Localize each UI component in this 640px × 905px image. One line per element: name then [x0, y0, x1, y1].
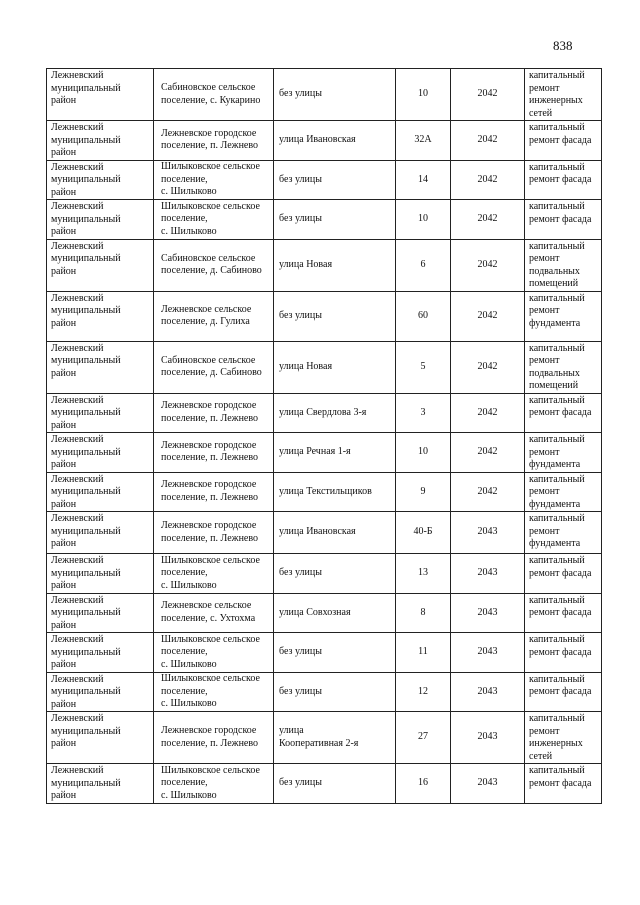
house-number-cell-text: 10: [418, 88, 428, 100]
year-cell-text: 2042: [477, 173, 498, 185]
work-type-cell-text: капитальный ремонт фасада: [529, 394, 592, 418]
district-cell-text: Лежневский муниципальный район: [51, 673, 121, 710]
table-row: [47, 554, 602, 594]
settlement-cell-text: Лежневское городское поселение, п. Лежнево: [161, 520, 259, 544]
district-cell-text: Лежневский муниципальный район: [51, 765, 121, 801]
district-cell-text: Лежневский муниципальный район: [51, 634, 121, 670]
district-cell: [47, 554, 154, 594]
work-type-cell: [525, 433, 602, 473]
work-type-cell-text: капитальный ремонт подвальных помещений: [529, 240, 585, 289]
house-number-cell: [396, 672, 451, 712]
work-type-cell: [525, 239, 602, 291]
district-cell-text: Лежневский муниципальный район: [51, 713, 121, 749]
house-number-cell-text: 13: [418, 567, 428, 578]
work-type-cell-text: капитальный ремонт фасада: [529, 201, 592, 225]
district-cell-text: Лежневский муниципальный район: [51, 240, 121, 277]
settlement-cell: [154, 69, 274, 121]
house-number-cell-text: 12: [418, 685, 428, 697]
table-row: [47, 291, 602, 341]
street-cell: [274, 512, 396, 554]
house-number-cell-text: 9: [420, 485, 426, 497]
district-cell-text: Лежневский муниципальный район: [51, 201, 121, 237]
street-cell: [274, 69, 396, 121]
table-row: [47, 200, 602, 240]
year-cell: [451, 593, 525, 633]
table-row: [47, 239, 602, 291]
year-cell-text: 2042: [477, 88, 498, 100]
district-cell-text: Лежневский муниципальный район: [51, 342, 121, 379]
settlement-cell-text: Шилыковское сельское поселение, с. Шилыково: [161, 554, 260, 591]
work-type-cell: [525, 593, 602, 633]
street-cell: [274, 239, 396, 291]
settlement-cell: [154, 160, 274, 200]
district-cell: [47, 160, 154, 200]
district-cell-text: Лежневский муниципальный район: [51, 513, 121, 549]
street-cell: [274, 393, 396, 433]
work-type-cell: [525, 633, 602, 673]
settlement-cell-text: Лежневское сельское поселение, д. Гулиха: [161, 303, 252, 327]
house-number-cell-text: 27: [418, 731, 428, 743]
street-cell-text: без улицы: [279, 685, 322, 697]
work-type-cell: [525, 341, 602, 393]
street-cell: [274, 291, 396, 341]
settlement-cell: [154, 472, 274, 512]
year-cell-text: 2042: [477, 406, 498, 418]
house-number-cell-text: 60: [418, 309, 428, 321]
settlement-cell-text: Лежневское городское поселение, п. Лежнево: [161, 725, 259, 749]
year-cell: [451, 512, 525, 554]
year-cell: [451, 200, 525, 240]
district-cell: [47, 433, 154, 473]
house-number-cell-text: 10: [418, 446, 428, 457]
house-number-cell: [396, 593, 451, 633]
settlement-cell-text: Сабиновское сельское поселение, д. Сабиново: [161, 252, 262, 276]
street-cell-text: улица Кооперативная 2-я: [279, 725, 359, 749]
district-cell-text: Лежневский муниципальный район: [51, 394, 121, 431]
settlement-cell-text: Шилыковское сельское поселение, с. Шилыково: [161, 764, 260, 801]
settlement-cell: [154, 200, 274, 240]
table-row: [47, 341, 602, 393]
work-type-cell-text: капитальный ремонт инженерных сетей: [529, 70, 585, 119]
street-cell-text: без улицы: [279, 777, 322, 788]
house-number-cell: [396, 433, 451, 473]
street-cell: [274, 121, 396, 161]
street-cell-text: улица Текстильщиков: [279, 485, 372, 497]
year-cell-text: 2042: [477, 134, 498, 145]
year-cell-text: 2042: [477, 485, 498, 497]
year-cell: [451, 712, 525, 764]
district-cell: [47, 672, 154, 712]
year-cell: [451, 341, 525, 393]
work-type-cell: [525, 672, 602, 712]
work-type-cell-text: капитальный ремонт фасада: [529, 594, 592, 618]
district-cell: [47, 764, 154, 804]
settlement-cell: [154, 554, 274, 594]
year-cell-text: 2042: [477, 309, 498, 321]
district-cell-text: Лежневский муниципальный район: [51, 122, 121, 158]
district-cell-text: Лежневский муниципальный район: [51, 594, 121, 631]
year-cell-text: 2042: [477, 258, 498, 270]
work-type-cell: [525, 121, 602, 161]
street-cell: [274, 160, 396, 200]
table-row: [47, 593, 602, 633]
year-cell: [451, 160, 525, 200]
street-cell-text: улица Новая: [279, 258, 333, 270]
settlement-cell-text: Лежневское городское поселение, п. Лежнево: [161, 439, 259, 464]
work-type-cell: [525, 291, 602, 341]
work-type-cell-text: капитальный ремонт фасада: [529, 555, 592, 579]
table-row: [47, 69, 602, 121]
house-number-cell-text: 32А: [414, 134, 432, 145]
house-number-cell-text: 10: [418, 213, 428, 224]
district-cell: [47, 472, 154, 512]
year-cell: [451, 121, 525, 161]
year-cell: [451, 393, 525, 433]
house-number-cell: [396, 712, 451, 764]
house-number-cell: [396, 512, 451, 554]
settlement-cell: [154, 712, 274, 764]
settlement-cell-text: Шилыковское сельское поселение, с. Шилыково: [161, 200, 260, 237]
settlement-cell-text: Сабиновское сельское поселение, д. Сабиново: [161, 354, 262, 378]
district-cell: [47, 69, 154, 121]
district-cell: [47, 712, 154, 764]
street-cell: [274, 633, 396, 673]
house-number-cell: [396, 341, 451, 393]
year-cell-text: 2042: [477, 446, 498, 457]
district-cell: [47, 593, 154, 633]
work-type-cell-text: капитальный ремонт фундамента: [529, 513, 585, 549]
year-cell-text: 2042: [477, 213, 498, 224]
work-type-cell-text: капитальный ремонт фасада: [529, 673, 592, 697]
year-cell: [451, 472, 525, 512]
street-cell: [274, 672, 396, 712]
work-type-cell: [525, 712, 602, 764]
house-number-cell: [396, 160, 451, 200]
settlement-cell-text: Шилыковское сельское поселение, с. Шилыково: [161, 673, 260, 709]
district-cell: [47, 393, 154, 433]
year-cell-text: 2043: [477, 606, 498, 618]
street-cell-text: улица Свердлова 3-я: [279, 406, 367, 418]
house-number-cell-text: 40-Б: [413, 526, 433, 538]
settlement-cell-text: Сабиновское сельское поселение, с. Кукарино: [161, 82, 261, 106]
house-number-cell-text: 5: [420, 360, 426, 372]
table-row: [47, 121, 602, 161]
year-cell-text: 2043: [477, 526, 498, 538]
street-cell: [274, 554, 396, 594]
year-cell: [451, 69, 525, 121]
work-type-cell-text: капитальный ремонт фундамента: [529, 473, 585, 510]
district-cell: [47, 121, 154, 161]
year-cell-text: 2043: [477, 646, 498, 657]
table-row: [47, 672, 602, 712]
settlement-cell: [154, 291, 274, 341]
year-cell: [451, 764, 525, 804]
year-cell: [451, 554, 525, 594]
district-cell: [47, 512, 154, 554]
settlement-cell: [154, 764, 274, 804]
street-cell-text: улица Ивановская: [279, 526, 356, 538]
table-row: [47, 472, 602, 512]
settlement-cell-text: Лежневское городское поселение, п. Лежнево: [161, 400, 259, 424]
district-cell-text: Лежневский муниципальный район: [51, 70, 121, 106]
house-number-cell: [396, 472, 451, 512]
table-row: [47, 712, 602, 764]
street-cell-text: улица Речная 1-я: [279, 446, 351, 457]
district-cell-text: Лежневский муниципальный район: [51, 434, 121, 470]
housing-repair-table: [46, 68, 602, 804]
work-type-cell-text: капитальный ремонт подвальных помещений: [529, 342, 585, 391]
work-type-cell: [525, 472, 602, 512]
table-row: [47, 633, 602, 673]
work-type-cell: [525, 764, 602, 804]
house-number-cell-text: 6: [420, 258, 426, 270]
house-number-cell-text: 8: [420, 606, 426, 618]
year-cell-text: 2043: [477, 731, 498, 743]
street-cell-text: без улицы: [279, 88, 322, 100]
work-type-cell: [525, 512, 602, 554]
house-number-cell-text: 11: [418, 646, 428, 657]
house-number-cell: [396, 764, 451, 804]
street-cell-text: без улицы: [279, 213, 322, 224]
street-cell-text: без улицы: [279, 567, 322, 578]
year-cell-text: 2042: [477, 360, 498, 372]
house-number-cell-text: 16: [418, 777, 428, 788]
district-cell: [47, 341, 154, 393]
house-number-cell: [396, 633, 451, 673]
street-cell: [274, 341, 396, 393]
district-cell: [47, 239, 154, 291]
street-cell-text: без улицы: [279, 309, 322, 321]
street-cell-text: улица Новая: [279, 360, 333, 372]
street-cell: [274, 433, 396, 473]
work-type-cell: [525, 160, 602, 200]
settlement-cell: [154, 239, 274, 291]
work-type-cell: [525, 200, 602, 240]
house-number-cell-text: 3: [420, 406, 426, 418]
year-cell-text: 2043: [477, 685, 498, 697]
work-type-cell-text: капитальный ремонт фасада: [529, 634, 592, 658]
work-type-cell-text: капитальный ремонт фасада: [529, 765, 592, 789]
district-cell-text: Лежневский муниципальный район: [51, 473, 121, 510]
work-type-cell-text: капитальный ремонт инженерных сетей: [529, 713, 585, 762]
settlement-cell: [154, 672, 274, 712]
year-cell: [451, 672, 525, 712]
house-number-cell: [396, 121, 451, 161]
district-cell: [47, 291, 154, 341]
work-type-cell: [525, 554, 602, 594]
settlement-cell: [154, 393, 274, 433]
district-cell: [47, 200, 154, 240]
street-cell: [274, 593, 396, 633]
table-row: [47, 160, 602, 200]
work-type-cell-text: капитальный ремонт фундамента: [529, 292, 585, 329]
house-number-cell: [396, 69, 451, 121]
house-number-cell: [396, 393, 451, 433]
table-row: [47, 764, 602, 804]
work-type-cell: [525, 393, 602, 433]
work-type-cell-text: капитальный ремонт фасада: [529, 161, 592, 185]
settlement-cell: [154, 433, 274, 473]
settlement-cell: [154, 121, 274, 161]
street-cell: [274, 472, 396, 512]
table-row: [47, 433, 602, 473]
settlement-cell: [154, 593, 274, 633]
year-cell: [451, 291, 525, 341]
district-cell: [47, 633, 154, 673]
work-type-cell-text: капитальный ремонт фундамента: [529, 434, 585, 470]
year-cell-text: 2043: [477, 567, 498, 578]
settlement-cell: [154, 341, 274, 393]
house-number-cell-text: 14: [418, 173, 428, 185]
district-cell-text: Лежневский муниципальный район: [51, 555, 121, 591]
page-number: 838: [553, 38, 573, 53]
settlement-cell: [154, 512, 274, 554]
table-row: [47, 512, 602, 554]
work-type-cell-text: капитальный ремонт фасада: [529, 122, 592, 146]
settlement-cell: [154, 633, 274, 673]
street-cell: [274, 764, 396, 804]
house-number-cell: [396, 200, 451, 240]
work-type-cell: [525, 69, 602, 121]
district-cell-text: Лежневский муниципальный район: [51, 161, 121, 198]
house-number-cell: [396, 291, 451, 341]
year-cell: [451, 433, 525, 473]
district-cell-text: Лежневский муниципальный район: [51, 292, 121, 329]
settlement-cell-text: Лежневское городское поселение, п. Лежнево: [161, 127, 259, 152]
settlement-cell-text: Лежневское сельское поселение, с. Ухтохма: [161, 600, 256, 624]
street-cell-text: улица Ивановская: [279, 134, 356, 145]
street-cell: [274, 200, 396, 240]
street-cell-text: улица Совхозная: [279, 606, 351, 618]
settlement-cell-text: Шилыковское сельское поселение, с. Шилыково: [161, 633, 260, 670]
house-number-cell: [396, 554, 451, 594]
table-row: [47, 393, 602, 433]
year-cell-text: 2043: [477, 777, 498, 788]
year-cell: [451, 239, 525, 291]
street-cell-text: без улицы: [279, 173, 322, 185]
street-cell-text: без улицы: [279, 646, 322, 657]
settlement-cell-text: Лежневское городское поселение, п. Лежнево: [161, 479, 259, 503]
year-cell: [451, 633, 525, 673]
settlement-cell-text: Шилыковское сельское поселение, с. Шилыково: [161, 161, 260, 197]
house-number-cell: [396, 239, 451, 291]
street-cell: [274, 712, 396, 764]
